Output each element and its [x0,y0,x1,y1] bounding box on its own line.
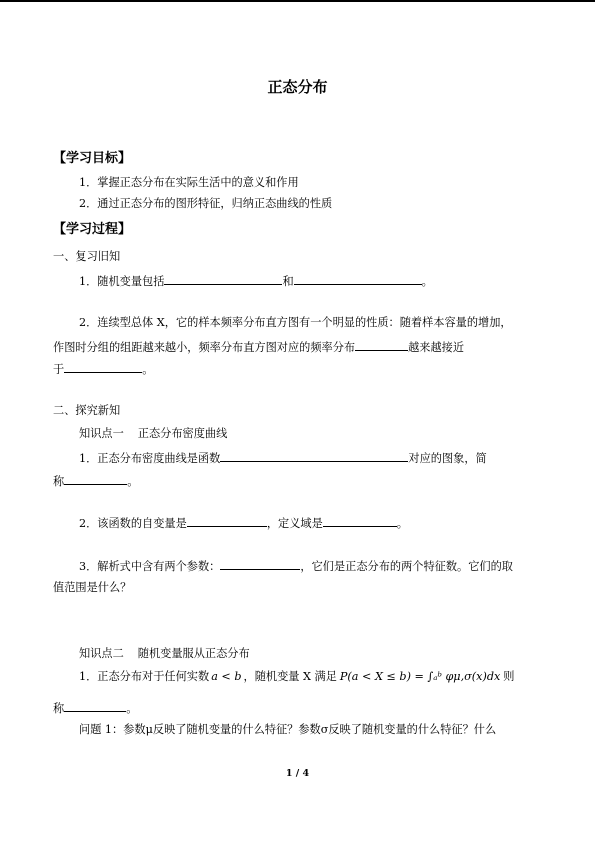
kp1-q2-text-b: ，定义域是 [266,517,323,530]
kp2-q1-text-b: ，随机变量 X 满足 [243,670,337,683]
section-heading-goals [53,147,131,166]
kp1-question-3-line-1 [79,558,513,574]
review-q2-line-1: 2．连续型总体 X，它的样本频率分布直方图有一个明显的性质：随着样本容量的增加， [79,316,512,329]
knowledge-point-2 [79,647,250,661]
inequality-formula: a < b [211,670,242,683]
review-q1-text-a: 1．随机变量包括 [79,275,165,288]
review-q1-text-c: 。 [421,275,433,288]
kp2-question-1-line-2 [53,700,137,716]
kp2-name: 随机变量服从正态分布 [137,647,250,660]
kp1-q1-text-d: 。 [127,475,139,488]
kp1-name: 正态分布密度曲线 [137,427,228,440]
kp1-q3-text-a: 3．解析式中含有两个参数： [79,560,221,573]
answer-blank[interactable] [64,473,127,485]
kp2-question-1-problem: 问题 1：参数μ反映了随机变量的什么特征？参数σ反映了随机变量的什么特征？什么 [79,723,497,736]
review-q2-text-a: 作图时分组的组距越来越小，频率分布直方图对应的频率分布 [53,341,356,354]
review-q2-text-b: 越来越接近 [408,341,465,354]
kp1-question-1-line-1 [79,450,487,466]
knowledge-point-1 [79,427,227,441]
answer-blank[interactable] [187,515,267,527]
review-q2-text-c: 于 [53,363,65,376]
probability-integral-formula: P(a < X ≤ b) = ∫ₐᵇ φμ,σ(x)dx [339,670,501,683]
review-q1-text-b: 和 [282,275,294,288]
review-q2-line-2 [53,339,464,355]
review-heading: 一、复习旧知 [53,250,121,263]
explore-heading: 二、探究新知 [53,404,121,417]
kp1-q3-text-b: ，它们是正态分布的两个特征数。它们的取 [300,560,513,573]
answer-blank[interactable] [64,700,126,712]
page-title: 正态分布 [267,78,328,96]
goals-heading: 【学习目标】 [53,151,132,166]
review-q2-text-d: 。 [142,363,154,376]
answer-blank[interactable] [64,361,142,373]
answer-blank[interactable] [355,339,408,351]
kp2-label: 知识点二 [79,647,124,660]
kp2-question-1-line-1 [79,670,515,684]
kp2-q1-text-c: 则 [503,670,515,683]
kp1-q2-text-c: 。 [396,517,408,530]
answer-blank[interactable] [323,515,397,527]
kp1-q1-text-a: 1．正态分布密度曲线是函数 [79,452,221,465]
review-q2-line-3 [53,361,153,377]
kp2-q1-text-e: 。 [126,702,138,715]
review-question-1 [79,273,433,289]
answer-blank[interactable] [294,273,422,285]
answer-blank[interactable] [220,450,408,462]
kp1-question-2 [79,515,408,531]
kp1-q1-text-c: 称 [53,475,65,488]
kp1-label: 知识点一 [79,427,124,440]
goal-item-1: 1．掌握正态分布在实际生活中的意义和作用 [79,176,299,189]
kp1-question-3-line-2: 值范围是什么？ [53,581,132,594]
process-heading: 【学习过程】 [53,222,132,237]
kp1-q1-text-b: 对应的图象，简 [408,452,487,465]
kp2-q1-text-a: 1．正态分布对于任何实数 [79,670,210,683]
answer-blank[interactable] [164,273,282,285]
page-number: 1 / 4 [285,768,310,779]
header-rule [0,0,595,2]
answer-blank[interactable] [220,558,300,570]
kp2-q1-text-d: 称 [53,702,65,715]
kp1-q2-text-a: 2．该函数的自变量是 [79,517,187,530]
goal-item-2: 2．通过正态分布的图形特征，归纳正态曲线的性质 [79,197,333,210]
kp1-question-1-line-2 [53,473,138,489]
